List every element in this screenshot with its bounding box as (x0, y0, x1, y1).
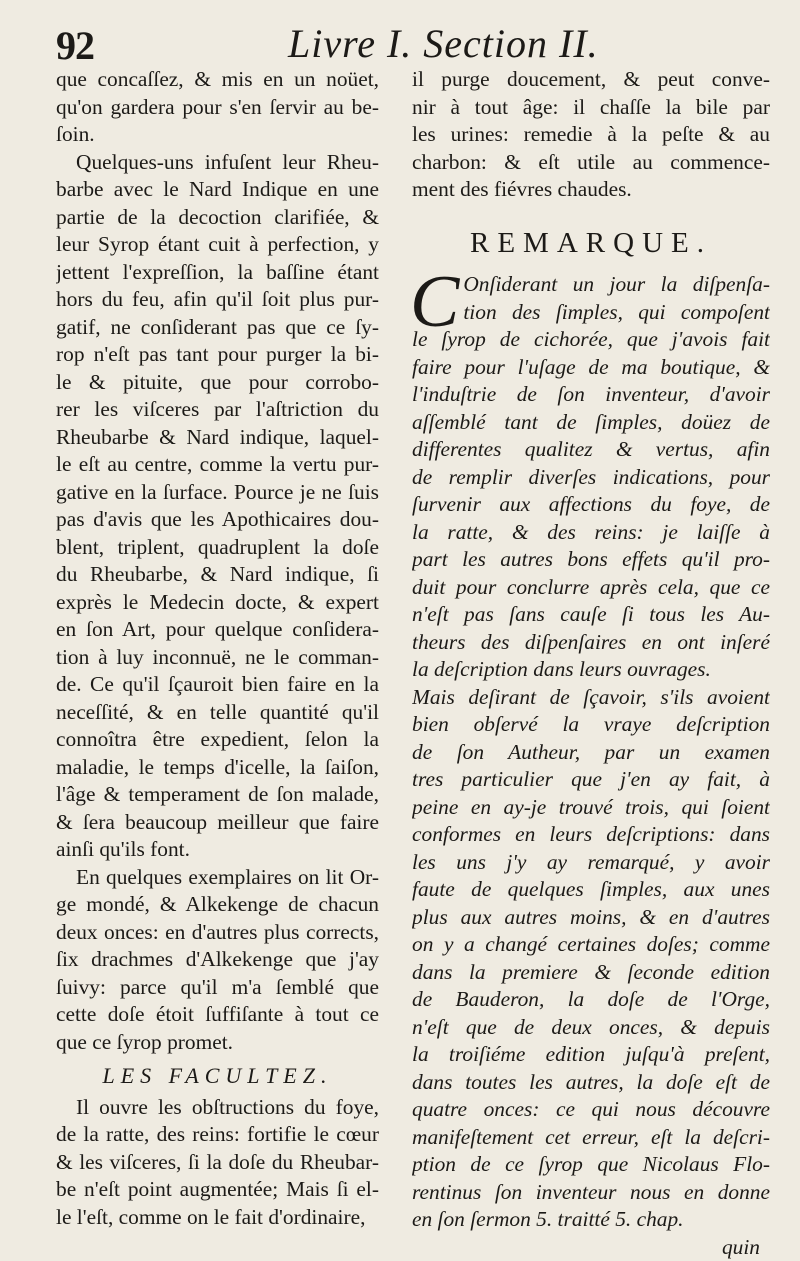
text-line: Onſiderant un jour la diſpenſa- (463, 271, 770, 299)
text-line: on y a changé certaines doſes; comme (412, 931, 770, 959)
page-header (56, 14, 756, 68)
text-line: gatif, ne conſiderant pas que ce ſy- (56, 314, 379, 342)
text-line: ainſi qu'ils font. (56, 836, 379, 864)
text-line: leur Syrop étant cuit à perfection, y (56, 231, 379, 259)
text-line: de la ratte, des reins: fortifie le cœur (56, 1121, 379, 1149)
text-line: les urines: remedie à la peſte & au (412, 121, 770, 149)
text-line: le & pituite, que pour corrobo- (56, 369, 379, 397)
text-line: conformes en leurs deſcriptions: dans (412, 821, 770, 849)
text-line: l'induſtrie de ſon inventeur, d'avoir (412, 381, 770, 409)
text-line: dans toutes les autres, la doſe eſt de (412, 1069, 770, 1097)
text-line: ption de ce ſyrop que Nicolaus Flo- (412, 1151, 770, 1179)
catchword: quin (412, 1234, 770, 1261)
text-line: ſoin. (56, 121, 379, 149)
text-line: le eſt au centre, comme la vertu pur- (56, 451, 379, 479)
remarque-text (412, 271, 770, 1234)
text-line: Il ouvre les obſtructions du foye, (56, 1094, 379, 1122)
text-line: En quelques exemplaires on lit Or- (56, 864, 379, 892)
facultez-text (56, 1094, 379, 1232)
text-line: ment des fiévres chaudes. (412, 176, 770, 204)
text-line: les uns j'y ay remarqué, y avoir (412, 849, 770, 877)
text-line: de. Ce qu'il ſçauroit bien faire en la (56, 671, 379, 699)
text-line: le l'eſt, comme on le fait d'ordinaire, (56, 1204, 379, 1232)
text-line: maladie, le temps d'icelle, la ſaiſon, (56, 754, 379, 782)
text-line: duit pour conclurre après cela, que ce (412, 574, 770, 602)
text-line: cette doſe étoit ſuffiſante à tout ce (56, 1001, 379, 1029)
text-line: faire pour l'uſage de ma boutique, & (412, 354, 770, 382)
text-line: pas d'avis que les Apothicaires dou- (56, 506, 379, 534)
text-line: differentes qualitez & vertus, afin (412, 436, 770, 464)
text-line: & les viſceres, ſi la doſe du Rheubar- (56, 1149, 379, 1177)
text-line: ge mondé, & Alkekenge de chacun (56, 891, 379, 919)
facultez-heading: LES FACULTEZ. (56, 1062, 379, 1090)
text-line: peine en ay-je trouvé trois, qui ſoient (412, 794, 770, 822)
text-line: plus aux autres moins, & en d'autres (412, 904, 770, 932)
text-line: n'eſt pas ſans cauſe ſi tous les Au- (412, 601, 770, 629)
drop-cap: C (410, 273, 459, 331)
text-line: & ſera beaucoup meilleur que faire (56, 809, 379, 837)
text-line: dans la premiere & ſeconde edition (412, 959, 770, 987)
text-line: la deſcription dans leurs ouvrages. (412, 656, 770, 684)
text-line: quatre onces: ce qui nous découvre (412, 1096, 770, 1124)
left-column (56, 66, 379, 1231)
text-line: bien obſervé la vraye deſcription (412, 711, 770, 739)
text-line: exprès le Medecin docte, & expert (56, 589, 379, 617)
text-line: nir à tout âge: il chaſſe la bile par (412, 94, 770, 122)
text-line: tion à luy inconnuë, ne le comman- (56, 644, 379, 672)
text-line: rer les viſceres par l'aſtriction du (56, 396, 379, 424)
text-line: ſuivy: parce qu'il m'a ſemblé que (56, 974, 379, 1002)
text-line: que ce ſyrop promet. (56, 1029, 379, 1057)
text-line: il purge doucement, & peut conve- (412, 66, 770, 94)
text-line: charbon: & eſt utile au commence- (412, 149, 770, 177)
text-line: rentinus ſon inventeur nous en donne (412, 1179, 770, 1207)
text-line: deux onces: en d'autres plus corrects, (56, 919, 379, 947)
text-line: barbe avec le Nard Indique en une (56, 176, 379, 204)
text-line: hors du feu, afin qu'il ſoit plus pur- (56, 286, 379, 314)
text-line: l'âge & temperament de ſon malade, (56, 781, 379, 809)
left-column-text (56, 66, 379, 1056)
text-line: n'eſt que de deux onces, & depuis (412, 1014, 770, 1042)
text-line: be n'eſt point augmentée; Mais ſi el- (56, 1176, 379, 1204)
text-line: neceſſité, & en telle quantité qu'il (56, 699, 379, 727)
text-line: que concaſſez, & mis en un noüet, (56, 66, 379, 94)
text-line: la ratte, & des reins: je laiſſe à (412, 519, 770, 547)
text-line: le ſyrop de cichorée, que j'avois fait (412, 326, 770, 354)
text-line: part les autres bons effets qu'il pro- (412, 546, 770, 574)
text-line: rop n'eſt pas tant pour purger la bi- (56, 341, 379, 369)
text-line: Mais deſirant de ſçavoir, s'ils avoient (412, 684, 770, 712)
text-line: en ſon Art, pour quelque conſidera- (56, 616, 379, 644)
text-line: qu'on gardera pour s'en ſervir au be- (56, 94, 379, 122)
text-line: theurs des diſpenſaires en ont inſeré (412, 629, 770, 657)
text-line: jettent l'expreſſion, la baſſine étant (56, 259, 379, 287)
text-line: la troiſiéme edition juſqu'à preſent, (412, 1041, 770, 1069)
right-column-text (412, 66, 770, 204)
text-line: de Bauderon, la doſe de l'Orge, (412, 986, 770, 1014)
text-line: aſſemblé tant de ſimples, doüez de (412, 409, 770, 437)
text-line: en ſon ſermon 5. traitté 5. chap. (412, 1206, 770, 1234)
text-line: ſurvenir aux affections du foye, de (412, 491, 770, 519)
text-line: de remplir diverſes indications, pour (412, 464, 770, 492)
text-line: de ſon Autheur, par un examen (412, 739, 770, 767)
remarque-heading: REMARQUE. (412, 230, 770, 258)
text-line: tion des ſimples, qui compoſent (463, 299, 770, 327)
running-title: Livre I. Section II. (288, 20, 599, 67)
text-line: gative en la ſurface. Pource je ne ſuis (56, 479, 379, 507)
text-line: blent, triplent, quadruplent la doſe (56, 534, 379, 562)
text-line: partie de la decoction clarifiée, & (56, 204, 379, 232)
text-line: Quelques-uns infuſent leur Rheu- (56, 149, 379, 177)
text-line: connoîtra être expedient, ſelon la (56, 726, 379, 754)
text-line: Rheubarbe & Nard indique, laquel- (56, 424, 379, 452)
text-line: du Rheubarbe, & Nard indique, ſi (56, 561, 379, 589)
text-line: manifeſtement cet erreur, eſt la deſcri- (412, 1124, 770, 1152)
text-line: tres particulier que j'en ay fait, à (412, 766, 770, 794)
text-line: faute de quelques ſimples, aux unes (412, 876, 770, 904)
page-number: 92 (56, 22, 94, 69)
text-line: ſix drachmes d'Alkekenge que j'ay (56, 946, 379, 974)
right-column (412, 66, 770, 1261)
